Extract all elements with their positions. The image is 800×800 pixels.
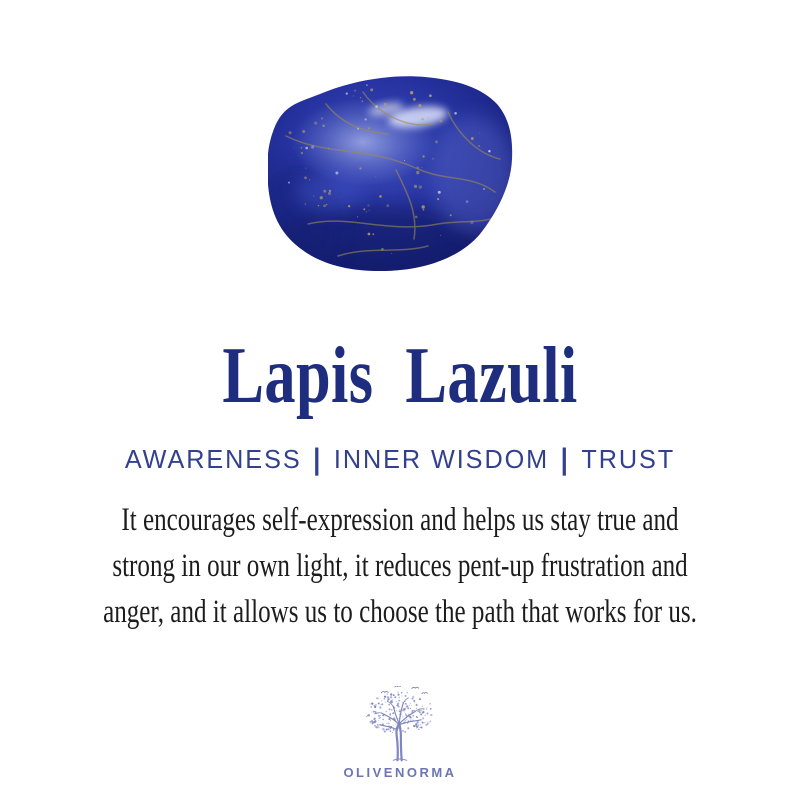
brand-name: OLIVENORMA: [343, 765, 457, 780]
brand-logo: [0, 686, 800, 780]
olivenorma-tree-icon: [354, 686, 446, 762]
description-line: strong in our own light, it reduces pent-up frustration and: [112, 548, 688, 584]
keyword-trust: TRUST: [581, 444, 676, 474]
separator-bar: |: [313, 441, 323, 476]
keywords-line: [12, 441, 788, 476]
page-title: Lapis Lazuli: [222, 332, 578, 420]
birds-icon: [381, 686, 427, 694]
description: [0, 497, 800, 635]
description-line: anger, and it allows us to choose the path that works for us.: [103, 594, 697, 630]
separator-bar: |: [560, 441, 570, 476]
description-line: It encourages self-expression and helps us stay true and: [121, 502, 679, 538]
stone-illustration: [268, 74, 513, 274]
keyword-awareness: AWARENESS: [124, 444, 302, 474]
keyword-inner-wisdom: INNER WISDOM: [333, 444, 550, 474]
lapis-lazuli-stone-photo: [268, 74, 513, 274]
